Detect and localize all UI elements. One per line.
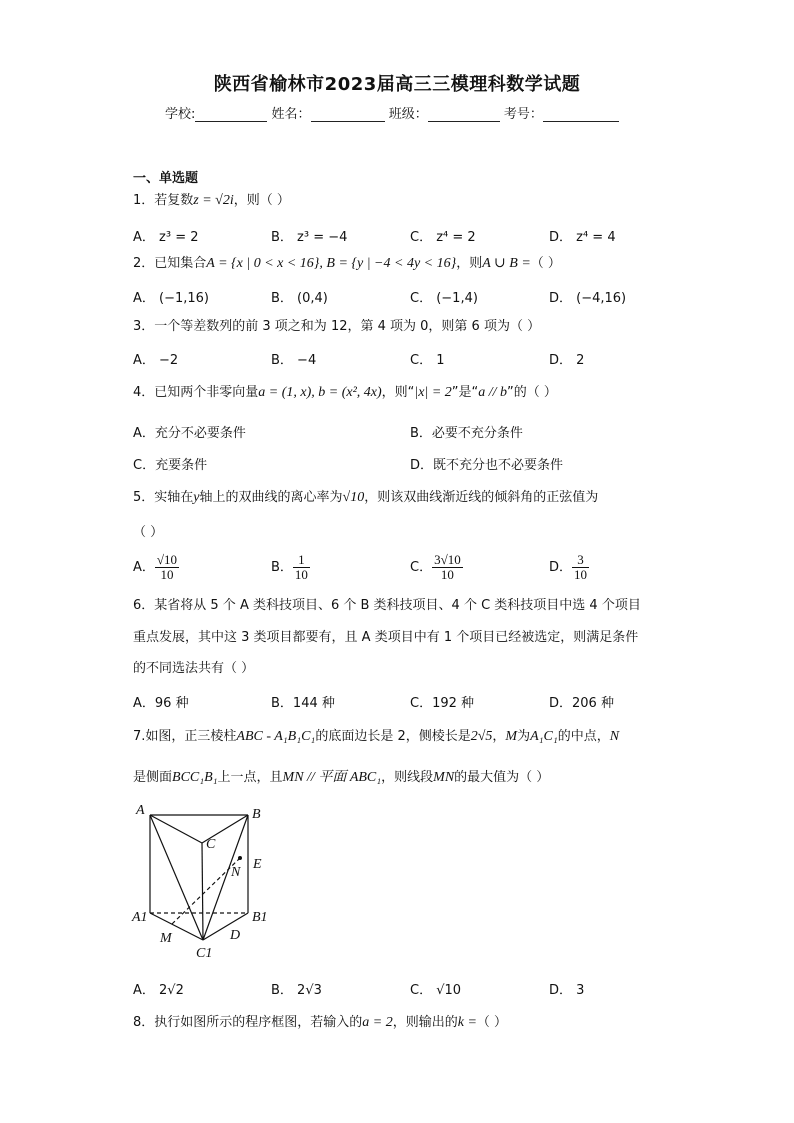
question-1-tail: ，则（ ） bbox=[233, 193, 290, 208]
q7-option-b: B． 2√3 bbox=[271, 983, 322, 998]
question-2-expr: A = {x | 0 < x < 16}, B = {y | −4 < 4y < 16} bbox=[206, 256, 457, 271]
q7-expr-8: MN bbox=[433, 770, 455, 785]
q2-option-a: A． (−1,16) bbox=[133, 291, 210, 306]
name-label: 姓名： bbox=[271, 107, 311, 122]
q5-d-numerator: 3 bbox=[572, 553, 589, 568]
prism-figure bbox=[130, 800, 280, 965]
q6-option-b: B．144 种 bbox=[271, 696, 335, 711]
school-label: 学校: bbox=[165, 107, 196, 122]
question-5-text: 5．实轴在 bbox=[133, 490, 194, 505]
q2-option-d: D． (−4,16) bbox=[549, 291, 627, 306]
question-5-tail: ，则该双曲线渐近线的倾斜角的正弦值为 bbox=[364, 490, 599, 505]
label-m: M bbox=[160, 931, 172, 946]
question-4-expr2: |x| = 2 bbox=[414, 385, 452, 400]
question-1-text: 1．若复数 bbox=[133, 193, 194, 208]
q5-c-denominator: 10 bbox=[440, 567, 454, 582]
q1-option-a: A． z³ = 2 bbox=[133, 230, 199, 245]
label-b: B bbox=[252, 807, 261, 822]
q7-l2-a: 是侧面 bbox=[133, 770, 173, 785]
question-4-mid2: ”是“ bbox=[451, 385, 479, 400]
label-e: E bbox=[253, 857, 262, 872]
student-info-line bbox=[165, 103, 619, 122]
question-5 bbox=[133, 489, 598, 507]
question-8-expr: a = 2 bbox=[362, 1015, 393, 1030]
q3-option-a: A． −2 bbox=[133, 353, 179, 368]
q5-option-c-fraction bbox=[432, 553, 463, 582]
q7-expr-7: MN // 平面 ABC₁ bbox=[282, 770, 382, 785]
number-blank[interactable] bbox=[543, 107, 619, 122]
q7-expr-6: BCC₁B₁ bbox=[172, 770, 218, 785]
question-8-expr2: k = bbox=[457, 1015, 477, 1030]
q7-l1-e: 的中点， bbox=[557, 729, 610, 744]
question-2-text: 2．已知集合 bbox=[133, 256, 207, 271]
edge-cc1 bbox=[202, 843, 203, 940]
question-5-mid: 轴上的双曲线的离心率为 bbox=[199, 490, 343, 505]
q7-option-a: A． 2√2 bbox=[133, 983, 184, 998]
q7-l2-d: 的最大值为（ ） bbox=[454, 770, 550, 785]
q7-expr-2: 2√5 bbox=[470, 729, 493, 744]
question-2-expr2: A ∪ B = bbox=[482, 256, 531, 271]
question-2 bbox=[133, 255, 561, 273]
q7-l1-c: ， bbox=[492, 729, 506, 744]
q7-option-c: C． √10 bbox=[410, 983, 462, 998]
question-8 bbox=[133, 1014, 507, 1032]
q5-b-denominator: 10 bbox=[294, 567, 308, 582]
edge-ac bbox=[150, 815, 202, 843]
page-title: 陕西省榆林市2023届高三三模理科数学试题 bbox=[213, 74, 581, 95]
q5-option-a-label: A． bbox=[133, 560, 155, 575]
q5-option-c-label: C． bbox=[410, 560, 433, 575]
question-3: 3．一个等差数列的前 3 项之和为 12，第 4 项为 0，则第 6 项为（ ） bbox=[133, 319, 541, 334]
q3-option-b: B． −4 bbox=[271, 353, 317, 368]
question-4-expr3: a // b bbox=[478, 385, 508, 400]
edge-b1c1 bbox=[203, 913, 248, 940]
question-5-paren: （ ） bbox=[133, 525, 164, 540]
q7-l1-b: 的底面边长是 2，侧棱长是 bbox=[315, 729, 471, 744]
question-6-line-1: 6．某省将从 5 个 A 类科技项目、6 个 B 类科技项目、4 个 C 类科技项目中选 4 个项目 bbox=[133, 598, 641, 613]
q5-a-denominator: 10 bbox=[160, 567, 174, 582]
label-n: N bbox=[231, 865, 241, 880]
label-a1: A1 bbox=[132, 910, 148, 925]
q5-option-b bbox=[271, 553, 310, 582]
question-1 bbox=[133, 192, 290, 210]
question-4-mid: ，则“ bbox=[381, 385, 415, 400]
question-8-text: 8．执行如图所示的程序框图，若输入的 bbox=[133, 1015, 363, 1030]
q6-option-d: D．206 种 bbox=[549, 696, 614, 711]
question-1-expr: z = √2i bbox=[193, 193, 234, 208]
q1-option-d: D． z⁴ = 4 bbox=[549, 230, 616, 245]
q5-option-b-label: B． bbox=[271, 560, 293, 575]
name-blank[interactable] bbox=[311, 107, 385, 122]
school-blank[interactable] bbox=[195, 107, 267, 122]
question-4-tail: ”的（ ） bbox=[507, 385, 557, 400]
q4-option-c: C．充要条件 bbox=[133, 458, 208, 473]
q6-option-c: C．192 种 bbox=[410, 696, 475, 711]
q1-option-b: B． z³ = −4 bbox=[271, 230, 348, 245]
q5-option-a-fraction bbox=[155, 553, 179, 582]
class-blank[interactable] bbox=[428, 107, 500, 122]
q7-option-d: D． 3 bbox=[549, 983, 585, 998]
q3-option-c: C． 1 bbox=[410, 353, 445, 368]
q5-option-b-fraction bbox=[293, 553, 310, 582]
question-2-mid: ，则 bbox=[456, 256, 483, 271]
edge-bc1 bbox=[203, 815, 248, 940]
question-6-line-2: 重点发展，其中这 3 类项目都要有，且 A 类项目中有 1 个项目已经被选定，则满足条件 bbox=[133, 630, 639, 645]
q7-l2-c: ，则线段 bbox=[381, 770, 434, 785]
q5-option-d bbox=[549, 553, 589, 582]
q2-option-c: C． (−1,4) bbox=[410, 291, 478, 306]
q5-option-d-label: D． bbox=[549, 560, 573, 575]
q7-l1-d: 为 bbox=[517, 729, 531, 744]
question-5-expr2: √10 bbox=[342, 490, 365, 505]
label-d: D bbox=[230, 928, 241, 943]
question-7-line-2 bbox=[133, 769, 549, 787]
number-label: 考号： bbox=[503, 107, 543, 122]
q7-expr-4: A₁C₁ bbox=[530, 729, 558, 744]
q7-expr-3: M bbox=[505, 729, 518, 744]
q7-l2-b: 上一点，且 bbox=[217, 770, 283, 785]
q1-option-c: C． z⁴ = 2 bbox=[410, 230, 476, 245]
q4-option-a: A．充分不必要条件 bbox=[133, 426, 246, 441]
q5-option-c bbox=[410, 553, 463, 582]
q7-expr-5: N bbox=[609, 729, 620, 744]
question-2-tail: （ ） bbox=[530, 256, 561, 271]
edge-ac1 bbox=[150, 815, 203, 940]
q5-option-d-fraction bbox=[572, 553, 589, 582]
question-4-expr: a = (1, x), b = (x², 4x) bbox=[258, 385, 382, 400]
q5-c-numerator: 3√10 bbox=[434, 552, 461, 567]
label-a: A bbox=[136, 803, 145, 818]
q7-l1-a: 7.如图，正三棱柱 bbox=[133, 729, 237, 744]
q3-option-d: D． 2 bbox=[549, 353, 585, 368]
q4-option-b: B．必要不充分条件 bbox=[410, 426, 523, 441]
question-6-line-3: 的不同选法共有（ ） bbox=[133, 661, 255, 676]
edge-a1c1 bbox=[150, 913, 203, 940]
q2-option-b: B． (0,4) bbox=[271, 291, 328, 306]
question-5-expr: y bbox=[193, 490, 200, 505]
label-c: C bbox=[206, 837, 216, 852]
label-b1: B1 bbox=[252, 910, 268, 925]
q5-option-a bbox=[133, 553, 179, 582]
section-heading: 一、单选题 bbox=[133, 171, 199, 186]
question-4-text: 4．已知两个非零向量 bbox=[133, 385, 259, 400]
q5-a-numerator: √10 bbox=[156, 552, 178, 567]
class-label: 班级： bbox=[388, 107, 428, 122]
label-c1: C1 bbox=[196, 946, 213, 961]
q5-d-denominator: 10 bbox=[574, 567, 588, 582]
q4-option-d: D．既不充分也不必要条件 bbox=[410, 458, 564, 473]
point-n bbox=[238, 856, 242, 860]
question-8-tail: （ ） bbox=[476, 1015, 508, 1030]
q7-expr-1: ABC - A₁B₁C₁ bbox=[236, 729, 316, 744]
question-4 bbox=[133, 384, 557, 402]
question-8-mid: ，则输出的 bbox=[392, 1015, 458, 1030]
question-7-line-1 bbox=[133, 728, 619, 746]
q5-b-numerator: 1 bbox=[293, 553, 310, 568]
q6-option-a: A．96 种 bbox=[133, 696, 189, 711]
